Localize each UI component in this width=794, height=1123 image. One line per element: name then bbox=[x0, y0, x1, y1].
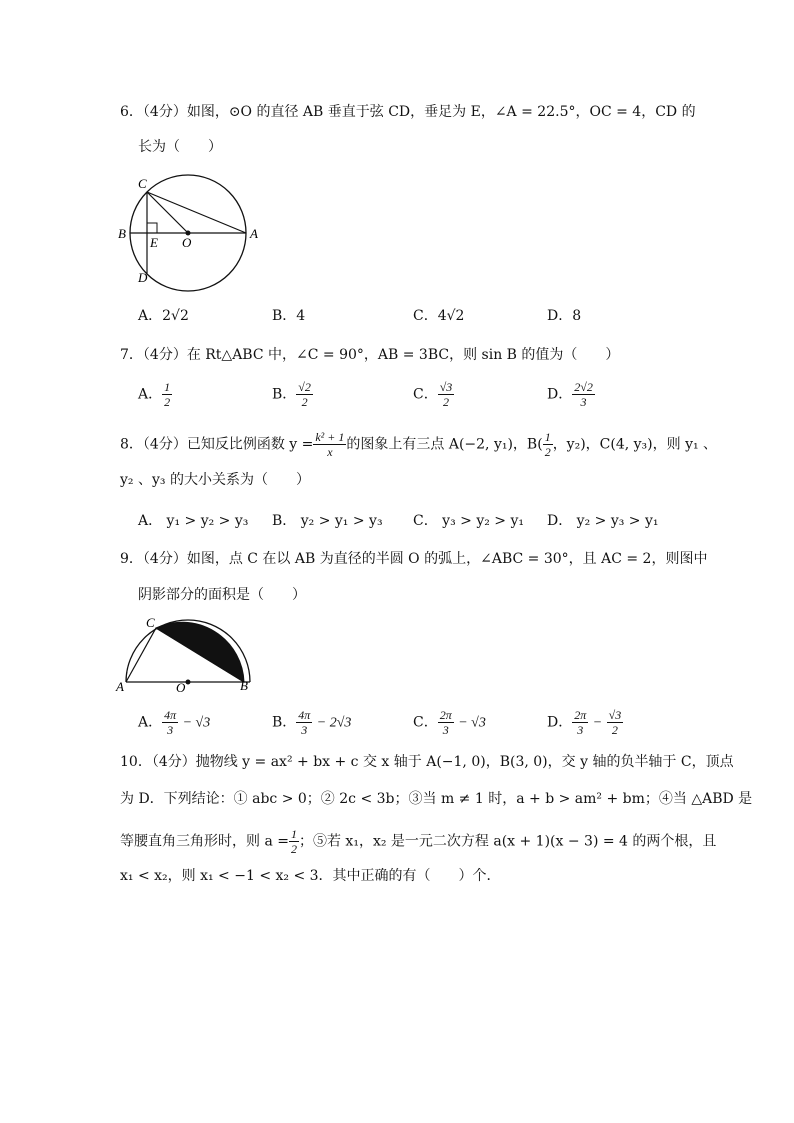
q10-a-fraction bbox=[289, 827, 299, 856]
q7-option-d bbox=[547, 380, 595, 409]
q9-option-a-label: A． bbox=[138, 714, 163, 731]
q7-option-d-fraction bbox=[572, 380, 595, 409]
q9-option-d-label: D． bbox=[547, 714, 573, 731]
q7-option-b bbox=[272, 380, 313, 409]
q8-function-fraction bbox=[313, 430, 346, 459]
q7-option-c-label: C． bbox=[413, 386, 438, 403]
q8-line1-b: 的图象上有三点 A(−2, y₁)，B( bbox=[346, 436, 543, 453]
q9-option-d-tail: − bbox=[592, 715, 603, 731]
q9-option-d-fraction bbox=[572, 708, 588, 737]
q8-function-num: k² + 1 bbox=[315, 430, 345, 444]
q8-option-c: C． y₃ > y₂ > y₁ bbox=[413, 513, 524, 529]
q7-option-a-label: A． bbox=[138, 386, 163, 403]
q9-option-c-num: 2π bbox=[439, 708, 452, 722]
q8-b-fraction bbox=[543, 430, 553, 459]
q7-option-b-fraction bbox=[296, 380, 313, 409]
q8-option-b: B． y₂ > y₁ > y₃ bbox=[272, 513, 383, 529]
q7-option-d-num: 2√2 bbox=[574, 380, 593, 394]
q7-option-c-den: 2 bbox=[443, 395, 450, 409]
q9-option-b-den: 3 bbox=[301, 723, 308, 737]
q7-option-b-den: 2 bbox=[301, 395, 308, 409]
q6-segment-ca bbox=[147, 192, 246, 233]
q9-shaded-region bbox=[156, 622, 244, 682]
q6-stem-line1: 6．（4分）如图，⊙O 的直径 AB 垂直于弦 CD，垂足为 E，∠A = 22.5°，OC = 4，CD 的 bbox=[120, 104, 696, 120]
q6-label-b: B bbox=[118, 226, 126, 241]
q10-a-den: 2 bbox=[290, 842, 297, 856]
q7-option-a-fraction bbox=[162, 380, 172, 409]
q6-option-a: A．2√2 bbox=[138, 308, 189, 324]
q9-option-d-num2: √3 bbox=[608, 708, 622, 722]
q8-option-d: D． y₂ > y₃ > y₁ bbox=[547, 513, 659, 529]
q10-line3-b: ；⑤若 x₁，x₂ 是一元二次方程 a(x + 1)(x − 3) = 4 的两个根，且 bbox=[298, 833, 717, 850]
q7-option-c-num: √3 bbox=[439, 380, 453, 394]
q6-option-c: C．4√2 bbox=[413, 308, 465, 324]
q9-option-b-num: 4π bbox=[298, 708, 311, 722]
q9-option-b-tail: − 2√3 bbox=[316, 715, 352, 731]
q6-label-e: E bbox=[150, 235, 158, 250]
q9-figure bbox=[112, 612, 262, 694]
q7-option-a-den: 2 bbox=[164, 395, 171, 409]
q9-option-a-tail: − √3 bbox=[182, 715, 211, 731]
q7-option-d-label: D． bbox=[547, 386, 573, 403]
q8-stem-line1 bbox=[120, 430, 717, 459]
q9-option-a bbox=[138, 708, 210, 737]
q9-option-d bbox=[547, 708, 623, 737]
q9-option-d-den2: 2 bbox=[611, 723, 618, 737]
q9-option-c-fraction bbox=[438, 708, 454, 737]
q6-option-b: B．4 bbox=[272, 308, 306, 324]
q9-label-c: C bbox=[146, 615, 155, 630]
q10-stem-line3 bbox=[120, 827, 716, 856]
q9-option-c-den: 3 bbox=[442, 723, 449, 737]
q9-stem-line2: 阴影部分的面积是（ ） bbox=[138, 587, 306, 603]
q8-option-a: A． y₁ > y₂ > y₃ bbox=[138, 513, 249, 529]
q9-option-c-label: C． bbox=[413, 714, 438, 731]
q9-label-b: B bbox=[240, 678, 248, 693]
q6-right-angle-mark bbox=[147, 223, 157, 233]
q10-stem-line4: x₁ < x₂，则 x₁ < −1 < x₂ < 3．其中正确的有（ ）个． bbox=[120, 868, 501, 884]
q8-function-den: x bbox=[327, 445, 333, 459]
q7-option-c bbox=[413, 380, 454, 409]
q9-stem-line1: 9．（4分）如图，点 C 在以 AB 为直径的半圆 O 的弧上，∠ABC = 30°，且 AC = 2，则图中 bbox=[120, 551, 708, 567]
q9-option-b-fraction bbox=[296, 708, 312, 737]
q9-option-b bbox=[272, 708, 351, 737]
q7-option-a-num: 1 bbox=[164, 380, 171, 394]
q7-option-c-fraction bbox=[438, 380, 455, 409]
q9-option-b-label: B． bbox=[272, 714, 297, 731]
q6-figure bbox=[112, 168, 272, 293]
q7-stem: 7．（4分）在 Rt△ABC 中，∠C = 90°，AB = 3BC，则 sin B 的值为（ ） bbox=[120, 347, 620, 363]
q9-label-a: A bbox=[116, 679, 124, 694]
q9-option-a-fraction bbox=[162, 708, 178, 737]
q9-center-dot bbox=[186, 680, 191, 685]
q6-option-d: D．8 bbox=[547, 308, 582, 324]
q7-option-b-num: √2 bbox=[298, 380, 311, 394]
q6-label-d: D bbox=[138, 270, 148, 285]
q8-b-num: 1 bbox=[544, 430, 551, 444]
q9-option-d-fraction2 bbox=[607, 708, 624, 737]
q6-stem-line2: 长为（ ） bbox=[138, 139, 222, 155]
q9-label-o: O bbox=[176, 680, 186, 694]
q9-option-c bbox=[413, 708, 486, 737]
q9-segment-ac bbox=[126, 628, 156, 682]
q9-option-a-num: 4π bbox=[164, 708, 177, 722]
q9-option-a-den: 3 bbox=[167, 723, 174, 737]
q10-line3-a: 等腰直角三角形时，则 a = bbox=[120, 833, 289, 850]
q9-option-d-num: 2π bbox=[574, 708, 587, 722]
q7-option-d-den: 3 bbox=[580, 395, 587, 409]
q9-option-c-tail: − √3 bbox=[458, 715, 486, 731]
q6-label-c: C bbox=[138, 176, 147, 191]
q10-stem-line1: 10．（4分）抛物线 y = ax² + bx + c 交 x 轴于 A(−1, 0)，B(3, 0)，交 y 轴的负半轴于 C，顶点 bbox=[120, 754, 734, 770]
q6-label-o: O bbox=[182, 235, 192, 250]
q7-option-a bbox=[138, 380, 172, 409]
q10-stem-line2: 为 D．下列结论：① abc > 0；② 2c < 3b；③当 m ≠ 1 时，a + b > am² + bm；④当 △ABD 是 bbox=[120, 791, 753, 807]
q8-line1-a: 8．（4分）已知反比例函数 y = bbox=[120, 436, 314, 453]
q8-b-den: 2 bbox=[544, 445, 551, 459]
q6-segment-co bbox=[147, 192, 188, 233]
q9-option-d-den: 3 bbox=[577, 723, 584, 737]
q8-stem-line2: y₂ 、y₃ 的大小关系为（ ） bbox=[120, 472, 310, 488]
q8-line1-c: ，y₂)，C(4, y₃)，则 y₁ 、 bbox=[552, 436, 718, 453]
q7-option-b-label: B． bbox=[272, 386, 297, 403]
q6-label-a: A bbox=[250, 226, 258, 241]
q10-a-num: 1 bbox=[290, 827, 297, 841]
